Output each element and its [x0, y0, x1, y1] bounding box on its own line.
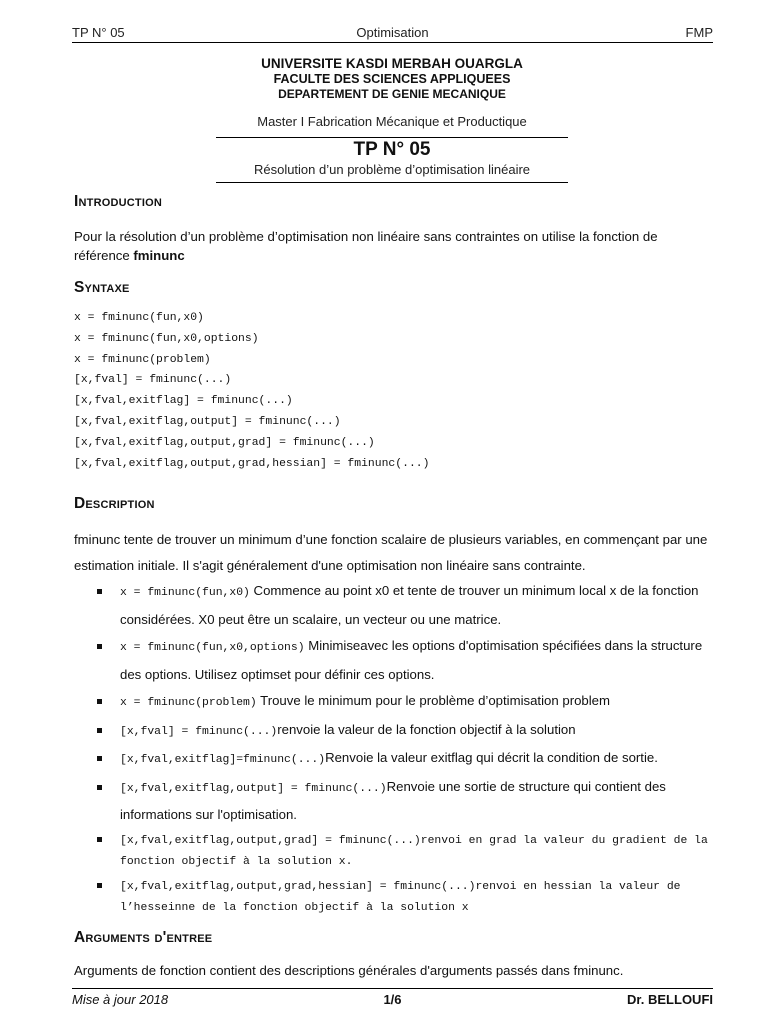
syntax-line: x = fminunc(fun,x0,options)	[74, 332, 259, 345]
syntax-line: [x,fval,exitflag,output,grad,hessian] = fminunc(...)	[74, 457, 430, 470]
list-item	[74, 829, 716, 875]
item-code: x = fminunc(fun,x0,options)	[120, 642, 305, 654]
syntax-line: [x,fval,exitflag,output] = fminunc(...)	[74, 415, 341, 428]
title-divider-bottom	[216, 182, 568, 183]
syntax-code-block	[74, 308, 429, 474]
master-program: Master I Fabrication Mécanique et Productique	[257, 114, 527, 129]
bullet-icon	[97, 589, 102, 594]
item-text: [x,fval,exitflag,output,grad] = fminunc(...)renvoi en grad la valeur du gradient de la fonction objectif à la solution x.	[120, 834, 708, 868]
footer-update-date: Mise à jour 2018	[72, 992, 169, 1007]
tp-title: TP N° 05	[353, 139, 431, 160]
header-right: FMP	[685, 25, 713, 40]
list-item	[74, 875, 716, 921]
syntax-line: x = fminunc(fun,x0)	[74, 312, 204, 324]
item-text: Minimiseavec les options d'optimisation spécifiées dans la structure des options. Utilisez optimset pour définir ces options.	[120, 638, 703, 682]
header-left: TP N° 05	[72, 25, 125, 40]
syntax-line: [x,fval] = fminunc(...)	[74, 374, 232, 387]
bullet-icon	[97, 728, 102, 733]
bullet-icon	[97, 644, 102, 649]
item-text: Renvoie une sortie de structure qui contient des informations sur l'optimisation.	[120, 778, 666, 822]
item-text: [x,fval,exitflag,output,grad,hessian] = fminunc(...)renvoi en hessian la valeur de l’hesseinne de la fonction objectif à la solution x	[120, 880, 681, 914]
list-item	[74, 578, 716, 633]
faculty-name: FACULTE DES SCIENCES APPLIQUEES	[273, 72, 511, 86]
description-heading: Description	[74, 495, 155, 512]
item-code: [x,fval,exitflag,output] = fminunc(...)	[120, 782, 387, 795]
arguments-heading: Arguments d'entree	[74, 929, 213, 946]
list-item	[74, 717, 716, 746]
introduction-paragraph	[74, 227, 716, 265]
bullet-icon	[97, 883, 102, 888]
item-code: [x,fval] = fminunc(...)	[120, 725, 278, 738]
department-name: DEPARTEMENT DE GENIE MECANIQUE	[278, 87, 506, 101]
item-text: renvoie la valeur de la fonction objectif à la solution	[277, 721, 576, 737]
university-name: UNIVERSITE KASDI MERBAH OUARGLA	[261, 56, 523, 71]
list-item	[74, 774, 716, 829]
list-item	[74, 745, 716, 774]
running-header	[72, 24, 713, 43]
item-code: x = fminunc(fun,x0)	[120, 587, 250, 599]
introduction-function-name: fminunc	[133, 248, 185, 263]
introduction-text: Pour la résolution d’un problème d’optimisation non linéaire sans contraintes on utilise la fonction de référence	[74, 229, 658, 263]
arguments-paragraph: Arguments de fonction contient des descriptions générales d'arguments passés dans fminunc.	[74, 963, 624, 978]
bullet-icon	[97, 699, 102, 704]
syntax-line: [x,fval,exitflag,output,grad] = fminunc(...)	[74, 436, 375, 449]
syntaxe-heading: Syntaxe	[74, 279, 130, 296]
item-text: Commence au point x0 et tente de trouver un minimum local x de la fonction considérées. X0 peut être un scalaire, un vecteur ou une matrice.	[120, 583, 699, 627]
item-text: Renvoie la valeur exitflag qui décrit la condition de sortie.	[325, 750, 658, 765]
item-code: [x,fval,exitflag]=fminunc(...)	[120, 754, 326, 766]
list-item	[74, 688, 716, 717]
page-footer	[72, 988, 713, 1007]
item-text: Trouve le minimum pour le problème d’optimisation problem	[256, 693, 611, 708]
bullet-icon	[97, 837, 102, 842]
list-item	[74, 633, 716, 688]
introduction-heading: Introduction	[74, 193, 162, 210]
item-code: x = fminunc(problem)	[120, 697, 257, 709]
syntax-line: x = fminunc(problem)	[74, 353, 211, 366]
syntax-line: [x,fval,exitflag] = fminunc(...)	[74, 395, 293, 408]
title-block	[216, 56, 568, 183]
bullet-icon	[97, 785, 102, 790]
header-center: Optimisation	[356, 25, 429, 40]
tp-subtitle: Résolution d’un problème d’optimisation linéaire	[253, 162, 531, 177]
description-intro: fminunc tente de trouver un minimum d’une fonction scalaire de plusieurs variables, en commençant par une estimation initiale. Il s'agit généralement d'une optimisation non linéaire sans contrainte.	[74, 532, 708, 573]
footer-author: Dr. BELLOUFI	[627, 992, 713, 1007]
page-number: 1/6	[383, 992, 402, 1007]
description-list	[74, 578, 716, 921]
bullet-icon	[97, 756, 102, 761]
